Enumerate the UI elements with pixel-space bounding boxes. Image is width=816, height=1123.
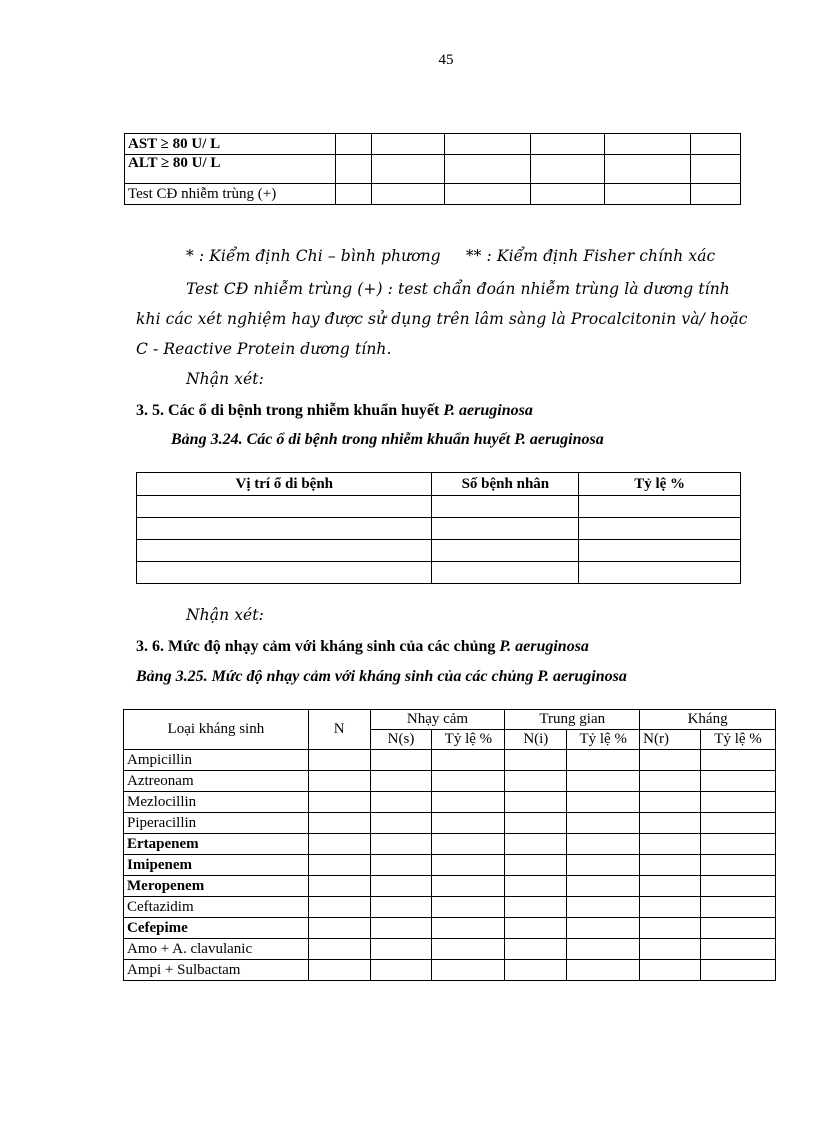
col-header-pct: Tỷ lệ % [701, 730, 776, 750]
empty-cell [370, 771, 432, 792]
empty-cell [308, 897, 370, 918]
empty-cell [505, 834, 567, 855]
col-header-nr: N(r) [640, 730, 701, 750]
col-group-intermediate: Trung gian [505, 710, 640, 730]
table-row [124, 771, 776, 792]
test-note-line1: Test CĐ nhiễm trùng (+) : test chẩn đoán nhiễm trùng là dương tính [186, 280, 730, 298]
empty-cell [505, 939, 567, 960]
empty-cell [505, 855, 567, 876]
table-row [124, 750, 776, 771]
empty-cell [505, 876, 567, 897]
empty-cell [567, 813, 640, 834]
empty-cell [640, 750, 701, 771]
metastatic-sites-table [136, 472, 741, 584]
col-header-antibiotic: Loại kháng sinh [124, 710, 309, 750]
stats-note: * : Kiểm định Chi – bình phương ** : Kiểm định Fisher chính xác [186, 247, 716, 265]
row-label: AST ≥ 80 U/ L [125, 134, 336, 155]
col-header-pct: Tỷ lệ % [432, 730, 505, 750]
empty-cell [308, 750, 370, 771]
empty-cell [567, 771, 640, 792]
col-header-pct: Tỷ lệ % [567, 730, 640, 750]
empty-cell [567, 918, 640, 939]
row-label: ALT ≥ 80 U/ L [125, 155, 336, 184]
empty-cell [308, 939, 370, 960]
empty-cell [370, 939, 432, 960]
table-caption-3-25: Bảng 3.25. Mức độ nhạy cảm với kháng sinh của các chủng P. aeruginosa [136, 668, 627, 685]
table-row [125, 184, 741, 205]
table-row [124, 792, 776, 813]
antibiotic-name: Imipenem [124, 855, 309, 876]
empty-cell [432, 792, 505, 813]
antibiotic-name: Amo + A. clavulanic [124, 939, 309, 960]
empty-cell [432, 876, 505, 897]
empty-cell [370, 960, 432, 981]
empty-cell [432, 855, 505, 876]
empty-cell [640, 939, 701, 960]
remark-label: Nhận xét: [186, 370, 264, 388]
col-header-ns: N(s) [370, 730, 432, 750]
empty-cell [505, 750, 567, 771]
empty-cell [370, 750, 432, 771]
empty-cell [505, 813, 567, 834]
table-row [124, 939, 776, 960]
empty-cell [308, 813, 370, 834]
empty-cell [370, 876, 432, 897]
antibiotic-name: Ertapenem [124, 834, 309, 855]
empty-cell [370, 834, 432, 855]
table-header-row [137, 473, 741, 496]
empty-cell [308, 771, 370, 792]
table-row [137, 540, 741, 562]
empty-cell [640, 876, 701, 897]
empty-cell [701, 918, 776, 939]
test-note-line3: C - Reactive Protein dương tính. [136, 340, 392, 358]
section-heading-3-6: 3. 6. Mức độ nhạy cảm với kháng sinh của các chủng P. aeruginosa [136, 638, 589, 655]
empty-cell [701, 960, 776, 981]
page-number: 45 [438, 52, 454, 68]
table-row [124, 960, 776, 981]
antibiotic-name: Aztreonam [124, 771, 309, 792]
empty-cell [505, 918, 567, 939]
antibiotic-name: Piperacillin [124, 813, 309, 834]
empty-cell [432, 813, 505, 834]
empty-cell [370, 855, 432, 876]
empty-cell [640, 855, 701, 876]
empty-cell [701, 855, 776, 876]
empty-cell [701, 876, 776, 897]
antibiotic-name: Mezlocillin [124, 792, 309, 813]
empty-cell [308, 855, 370, 876]
empty-cell [370, 813, 432, 834]
antibiotic-name: Meropenem [124, 876, 309, 897]
antibiotic-name: Cefepime [124, 918, 309, 939]
empty-cell [567, 750, 640, 771]
antibiotic-name: Ceftazidim [124, 897, 309, 918]
test-note-line2: khi các xét nghiệm hay được sử dụng trên lâm sàng là Procalcitonin và/ hoặc [136, 310, 748, 328]
section-heading-3-5: 3. 5. Các ổ di bệnh trong nhiễm khuẩn huyết P. aeruginosa [136, 402, 533, 419]
empty-cell [308, 960, 370, 981]
empty-cell [701, 939, 776, 960]
empty-cell [505, 960, 567, 981]
empty-cell [308, 834, 370, 855]
empty-cell [505, 792, 567, 813]
empty-cell [640, 771, 701, 792]
table-row [137, 518, 741, 540]
empty-cell [308, 792, 370, 813]
empty-cell [640, 918, 701, 939]
antibiotic-susceptibility-table [123, 709, 776, 981]
table-row [125, 155, 741, 184]
table-row [125, 134, 741, 155]
row-label: Test CĐ nhiễm trùng (+) [125, 184, 336, 205]
empty-cell [567, 897, 640, 918]
empty-cell [308, 876, 370, 897]
empty-cell [640, 834, 701, 855]
col-header: Số bệnh nhân [432, 473, 579, 496]
empty-cell [432, 750, 505, 771]
empty-cell [567, 855, 640, 876]
table-caption-3-24: Bảng 3.24. Các ổ di bệnh trong nhiễm khuẩn huyết P. aeruginosa [171, 431, 604, 448]
col-group-sensitive: Nhạy cảm [370, 710, 505, 730]
table-row [137, 562, 741, 584]
remark-label: Nhận xét: [186, 606, 264, 624]
empty-cell [640, 792, 701, 813]
table-row [137, 496, 741, 518]
empty-cell [701, 897, 776, 918]
empty-cell [567, 834, 640, 855]
empty-cell [567, 876, 640, 897]
col-header: Vị trí ổ di bệnh [137, 473, 432, 496]
empty-cell [370, 897, 432, 918]
table-row [124, 876, 776, 897]
empty-cell [567, 960, 640, 981]
table-row [124, 855, 776, 876]
empty-cell [432, 939, 505, 960]
col-header: Tỷ lệ % [579, 473, 741, 496]
table-row [124, 918, 776, 939]
empty-cell [308, 918, 370, 939]
empty-cell [701, 792, 776, 813]
empty-cell [505, 771, 567, 792]
empty-cell [701, 834, 776, 855]
empty-cell [370, 792, 432, 813]
empty-cell [432, 771, 505, 792]
table-row [124, 897, 776, 918]
empty-cell [432, 918, 505, 939]
col-header-ni: N(i) [505, 730, 567, 750]
empty-cell [701, 771, 776, 792]
empty-cell [370, 918, 432, 939]
table-row [124, 834, 776, 855]
empty-cell [432, 834, 505, 855]
empty-cell [567, 939, 640, 960]
table-row [124, 813, 776, 834]
empty-cell [640, 960, 701, 981]
col-group-resistant: Kháng [640, 710, 776, 730]
antibiotic-name: Ampicillin [124, 750, 309, 771]
empty-cell [432, 897, 505, 918]
empty-cell [640, 897, 701, 918]
empty-cell [701, 813, 776, 834]
empty-cell [505, 897, 567, 918]
empty-cell [432, 960, 505, 981]
table-header-row [124, 710, 776, 730]
empty-cell [640, 813, 701, 834]
lab-results-table-fragment [124, 133, 741, 205]
empty-cell [567, 792, 640, 813]
col-header-n: N [308, 710, 370, 750]
antibiotic-name: Ampi + Sulbactam [124, 960, 309, 981]
empty-cell [701, 750, 776, 771]
